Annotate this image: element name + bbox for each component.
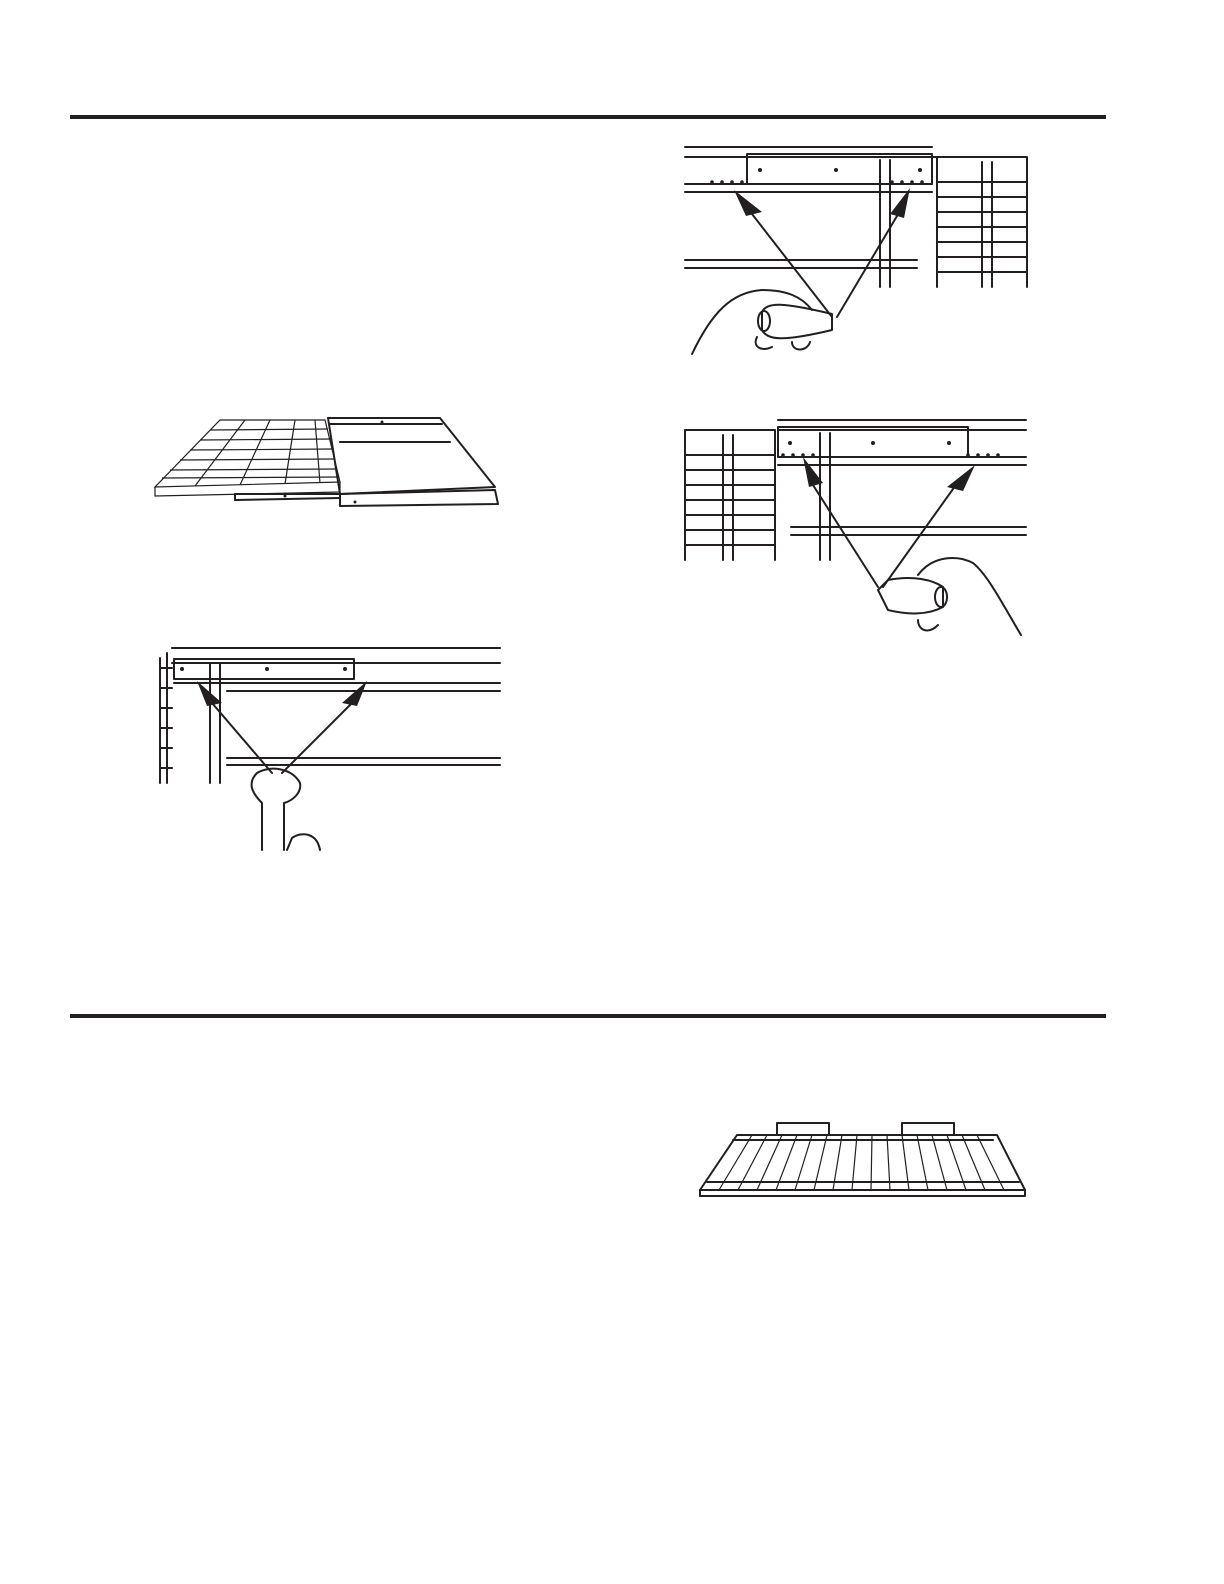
oven-rack-illustration	[697, 1120, 1029, 1200]
hand-icon	[692, 290, 812, 354]
rail-wipe-illustration	[152, 643, 502, 853]
extension-rack-illustration	[150, 412, 505, 512]
hand-icon	[918, 558, 1021, 635]
section-top-rule	[70, 115, 1106, 119]
lubricant-bottle-icon	[878, 578, 943, 613]
section-bottom-rule	[70, 1014, 1106, 1018]
rail-lubricate-right-illustration	[683, 415, 1028, 637]
rail-lubricate-left-illustration	[682, 142, 1030, 357]
lubricant-bottle-icon	[762, 305, 832, 339]
